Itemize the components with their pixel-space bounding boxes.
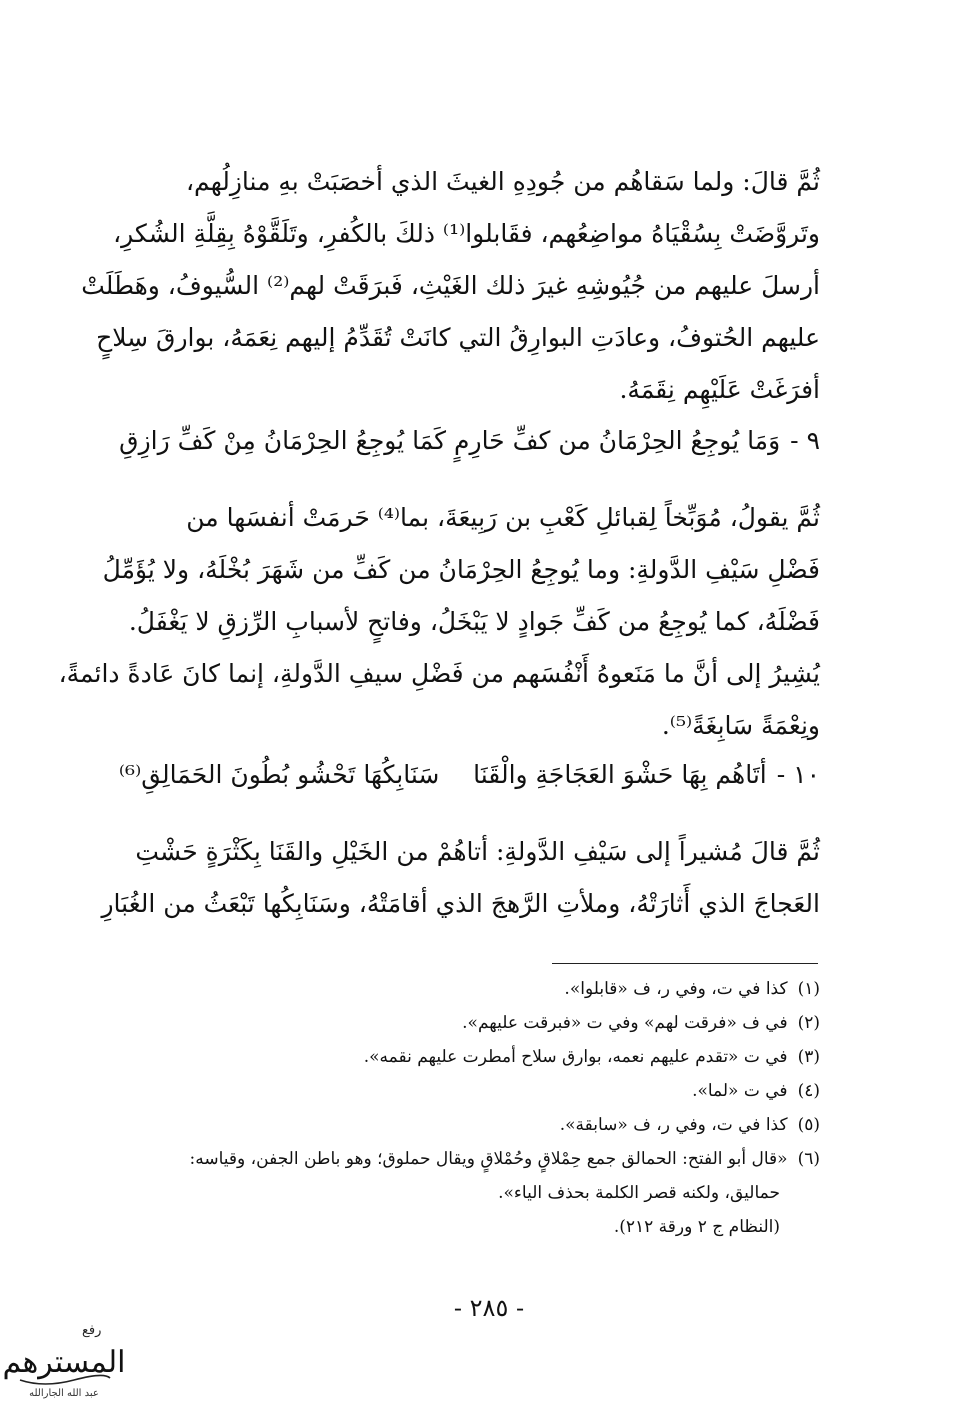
verse-9 — [112, 416, 820, 466]
footnote-1: (١)كذا في ت، وفي ر، ف «قابلوا». — [564, 979, 820, 999]
text-line: عليهم الحُتوفُ، وعادَتِ البوارِقُ التي كانَتْ تُقَدِّمُ إليهم نِعَمَهُ، بوارقَ سِلاحٍ — [96, 323, 820, 352]
text-line: أفرَغَتْ عَلَيْهِم نِقَمَهُ. — [619, 375, 820, 404]
footnote-6-source: (النظام ج ٢ ورقة ٢١٢). — [613, 1217, 780, 1237]
footnote-5: (٥)كذا في ت، وفي ر، ف «سابقة». — [559, 1115, 820, 1135]
svg-text:رفع: رفع — [82, 1323, 102, 1338]
footnote-6: (٦)«قال أبو الفتح: الحمالق جمع حِمْلاقٍ وحُمْلاقٍ ويقال حملوق؛ وهو باطن الجفن، وقياسه: — [189, 1149, 820, 1169]
commentary-paragraph-3 — [101, 826, 820, 930]
footnote-separator — [552, 963, 818, 964]
footnote-3: (٣)في ت «تقدم عليهم نعمه، بوارق سلاح أمطرت عليهم نقمه». — [363, 1047, 820, 1067]
text-line: فَضْلِ سَيْفِ الدَّولةِ: وما يُوجِعُ الحِرْمَانُ من كَفِّ من شَهَرَ بُخْلَهُ، ولا يُؤَمِّلُ — [102, 555, 820, 584]
commentary-paragraph-1 — [81, 156, 820, 416]
text-line: ثُمَّ قالَ مُشيراً إلى سَيْفِ الدَّولةِ: أتاهُمْ من الخَيْلِ والقَنَا بِكَثْرَةٍ حَشْتِ — [135, 837, 820, 866]
footnotes — [189, 972, 820, 1244]
footnote-4: (٤)في ت «لما». — [692, 1081, 820, 1101]
svg-text:المسترهم: المسترهم — [2, 1345, 126, 1380]
verse-second-hemistich: سَنَابِكُهَا تَحْشُو بُطُونَ الحَمَالِقِ⁽⁶⁾ — [118, 760, 440, 789]
footnote-6-continuation: حماليق، ولكنه قصر الكلمة بحذف الياء». — [498, 1183, 780, 1203]
text-line: العَجاجَ الذي أَثارَتْهُ، وملأتِ الرَّهجَ الذي أقامَتْهُ، وسَنَابِكُها تَبْعَثُ من الغُبَارِ — [101, 889, 820, 918]
verse-number: ٩ - — [790, 426, 820, 455]
text-line: أرسلَ عليهم من جُيُوشِهِ غيرَ ذلك الغَيْثِ، فَبرَقَتْ لهم⁽²⁾ السُّيوفُ، وهَطَلَتْ — [81, 271, 820, 300]
text-line: فَضْلَهُ، كما يُوجِعُ من كَفِّ جَوادٍ لا يَبْخَلُ، وفاتحٍ لأسبابِ الرِّزقِ لا يَغْفَلُ. — [128, 607, 820, 636]
page-number: - ٢٨٥ - — [453, 1294, 525, 1322]
logo-calligraphy-icon — [2, 1318, 126, 1402]
verse-number: ١٠ - — [776, 760, 820, 789]
footnote-2: (٢)في ف «فرقت لهم» وفي ت «فبرقت عليهم». — [462, 1013, 820, 1033]
text-line: ونِعْمَةً سَابِغَةً⁽⁵⁾. — [661, 711, 820, 740]
verse-second-hemistich: كَمَا يُوجِعُ الحِرْمَانُ مِنْ كَفِّ رَازِقِ — [119, 426, 447, 455]
publisher-logo — [2, 1318, 126, 1402]
verse-first-hemistich: أتَاهُم بِهَا حَشْوَ العَجَاجَةِ والْقَنَا — [473, 760, 767, 789]
commentary-paragraph-2 — [58, 492, 820, 752]
text-line: يُشِيرُ إلى أنَّ ما مَنَعوهُ أَنْفُسَهم من فَضْلِ سيفِ الدَّولةِ، إنما كانَ عَادةً دائمةً، — [58, 659, 820, 688]
text-line: وتَروَّضَتْ بِسُقْيَاهُ مواضِعُهم، فقَابلوا⁽¹⁾ ذلكَ بالكُفرِ، وتَلَقَّوْهُ بِقِلَّةِ الشُكرِ، — [113, 219, 820, 248]
text-line: ثُمَّ قالَ: ولما سَقاهُم من جُودِهِ الغيثَ الذي أخصَبَتْ بهِ منازِلُهم، — [185, 167, 820, 196]
verse-first-hemistich: وَمَا يُوجِعُ الحِرْمَانُ من كفِّ حَارِمٍ — [454, 426, 781, 455]
verse-10 — [112, 750, 820, 800]
text-line: ثُمَّ يقولُ، مُوَبِّخاً لِقبائلِ كَعْبِ بن رَبِيعَةَ، بما⁽⁴⁾ حَرمَتْ أنفسَها من — [186, 503, 820, 532]
svg-text:عبد الله الجارالله: عبد الله الجارالله — [29, 1388, 99, 1399]
